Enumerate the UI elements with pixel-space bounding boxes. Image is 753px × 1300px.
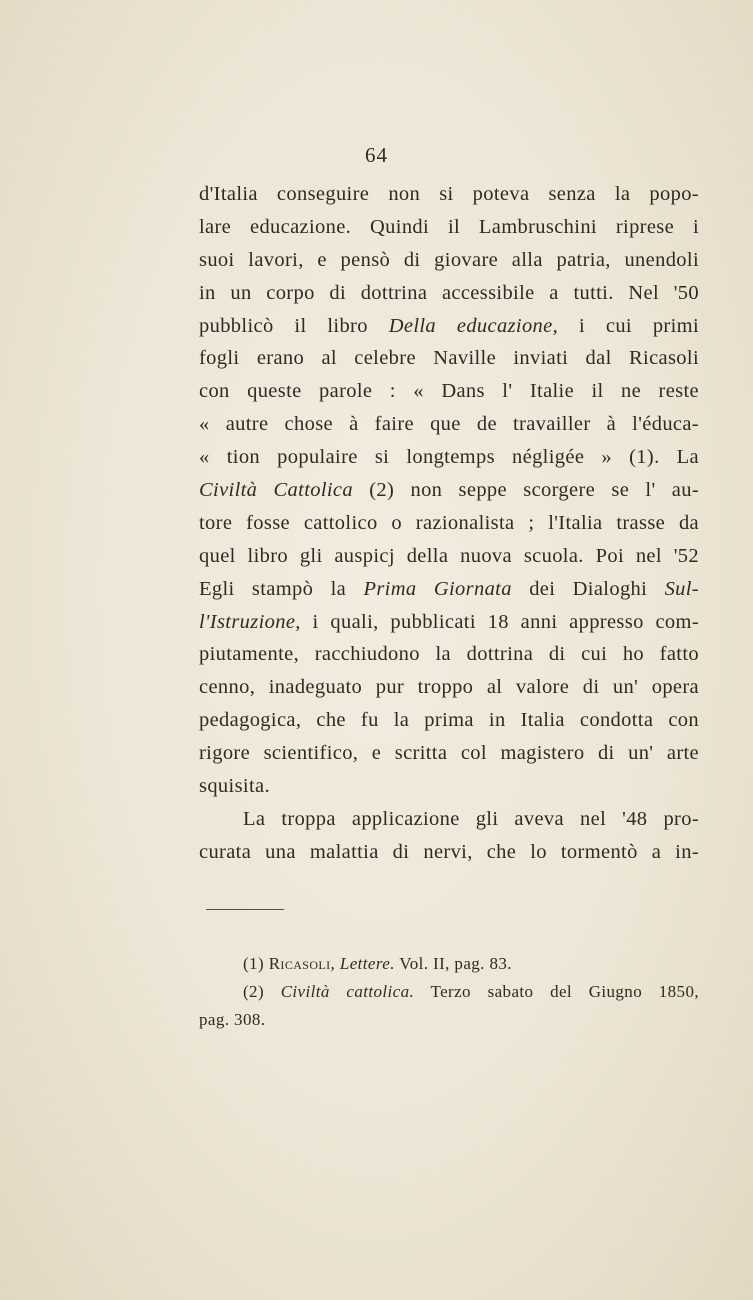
text-line xyxy=(199,770,699,803)
text-line xyxy=(199,606,699,639)
text-span: in un corpo di dottrina accessibile a tutti. Nel '50 xyxy=(199,281,699,304)
text-span: d'Italia conseguire non si poteva senza la popo- xyxy=(199,183,699,205)
text-line xyxy=(199,540,699,573)
text-span: Vol. II, pag. 83. xyxy=(394,954,512,973)
text-span: lare educazione. Quindi il Lambruschini riprese i xyxy=(199,215,699,238)
text-line xyxy=(199,836,699,869)
text-line xyxy=(199,342,699,375)
footnote-2-continuation xyxy=(199,1006,699,1034)
footnote-title: Lettere. xyxy=(339,954,395,973)
text-line xyxy=(199,375,699,408)
text-span: pag. 308. xyxy=(199,1010,266,1029)
text-span: La troppa applicazione gli aveva nel '48 pro- xyxy=(243,807,699,830)
text-line xyxy=(199,211,699,244)
text-line xyxy=(199,671,699,704)
text-span: quel libro gli auspicj della nuova scuola. Poi nel '52 xyxy=(199,544,699,567)
text-span: cenno, inadeguato pur troppo al valore di un' opera xyxy=(199,676,699,699)
body-text xyxy=(199,178,699,869)
italic-title: Della educazione, xyxy=(388,314,559,337)
text-span: squisita. xyxy=(199,775,270,798)
text-span: rigore scientifico, e scritta col magistero di un' arte xyxy=(199,742,699,765)
text-line xyxy=(199,441,699,474)
text-line xyxy=(199,737,699,770)
text-span: suoi lavori, e pensò di giovare alla patria, unendoli xyxy=(199,248,699,271)
text-span: i quali, pubblicati 18 anni appresso com- xyxy=(300,610,699,633)
italic-title: Prima Giornata xyxy=(363,577,512,600)
text-line xyxy=(199,277,699,310)
text-span: Egli stampò la xyxy=(199,577,364,600)
text-line xyxy=(199,408,699,441)
italic-title: Sul- xyxy=(664,577,699,600)
text-span: pubblicò il libro xyxy=(199,314,389,337)
text-span: « tion populaire si longtemps négligée » (1). La xyxy=(199,446,699,469)
text-line xyxy=(199,474,699,507)
italic-title: l'Istruzione, xyxy=(199,610,301,633)
text-span: fogli erano al celebre Naville inviati dal Ricasoli xyxy=(199,347,699,370)
paragraph-start-line xyxy=(199,803,699,836)
footnote-1 xyxy=(199,950,699,978)
text-line xyxy=(199,573,699,606)
footnote-marker: (2) xyxy=(243,982,281,1001)
footnote-separator xyxy=(206,909,284,910)
text-span: Terzo sabato del Giugno 1850, xyxy=(414,982,699,1001)
text-span: dei Dialoghi xyxy=(511,577,665,600)
text-span: tore fosse cattolico o razionalista ; l'Italia trasse da xyxy=(199,511,699,534)
footnote-title: Civiltà cattolica. xyxy=(280,982,415,1001)
footnotes xyxy=(199,950,699,1034)
text-span: piutamente, racchiudono la dottrina di cui ho fatto xyxy=(199,643,699,666)
text-span: « autre chose à faire que de travailler à l'éduca- xyxy=(199,413,699,436)
footnote-author: Ricasoli, xyxy=(268,954,336,973)
text-span: con queste parole : « Dans l' Italie il ne reste xyxy=(199,380,699,403)
text-line xyxy=(199,244,699,277)
text-line xyxy=(199,310,699,343)
text-line xyxy=(199,704,699,737)
page-number: 64 xyxy=(365,143,388,167)
text-line xyxy=(199,507,699,540)
text-span: (2) non seppe scorgere se l' au- xyxy=(352,479,700,502)
text-span: i cui primi xyxy=(558,314,699,337)
italic-title: Civiltà Cattolica xyxy=(199,479,353,502)
footnote-2 xyxy=(199,978,699,1006)
text-line xyxy=(199,178,699,211)
text-line xyxy=(199,638,699,671)
footnote-marker: (1) xyxy=(243,954,269,973)
text-span: curata una malattia di nervi, che lo tormentò a in- xyxy=(199,840,699,863)
text-span: pedagogica, che fu la prima in Italia condotta con xyxy=(199,709,699,732)
